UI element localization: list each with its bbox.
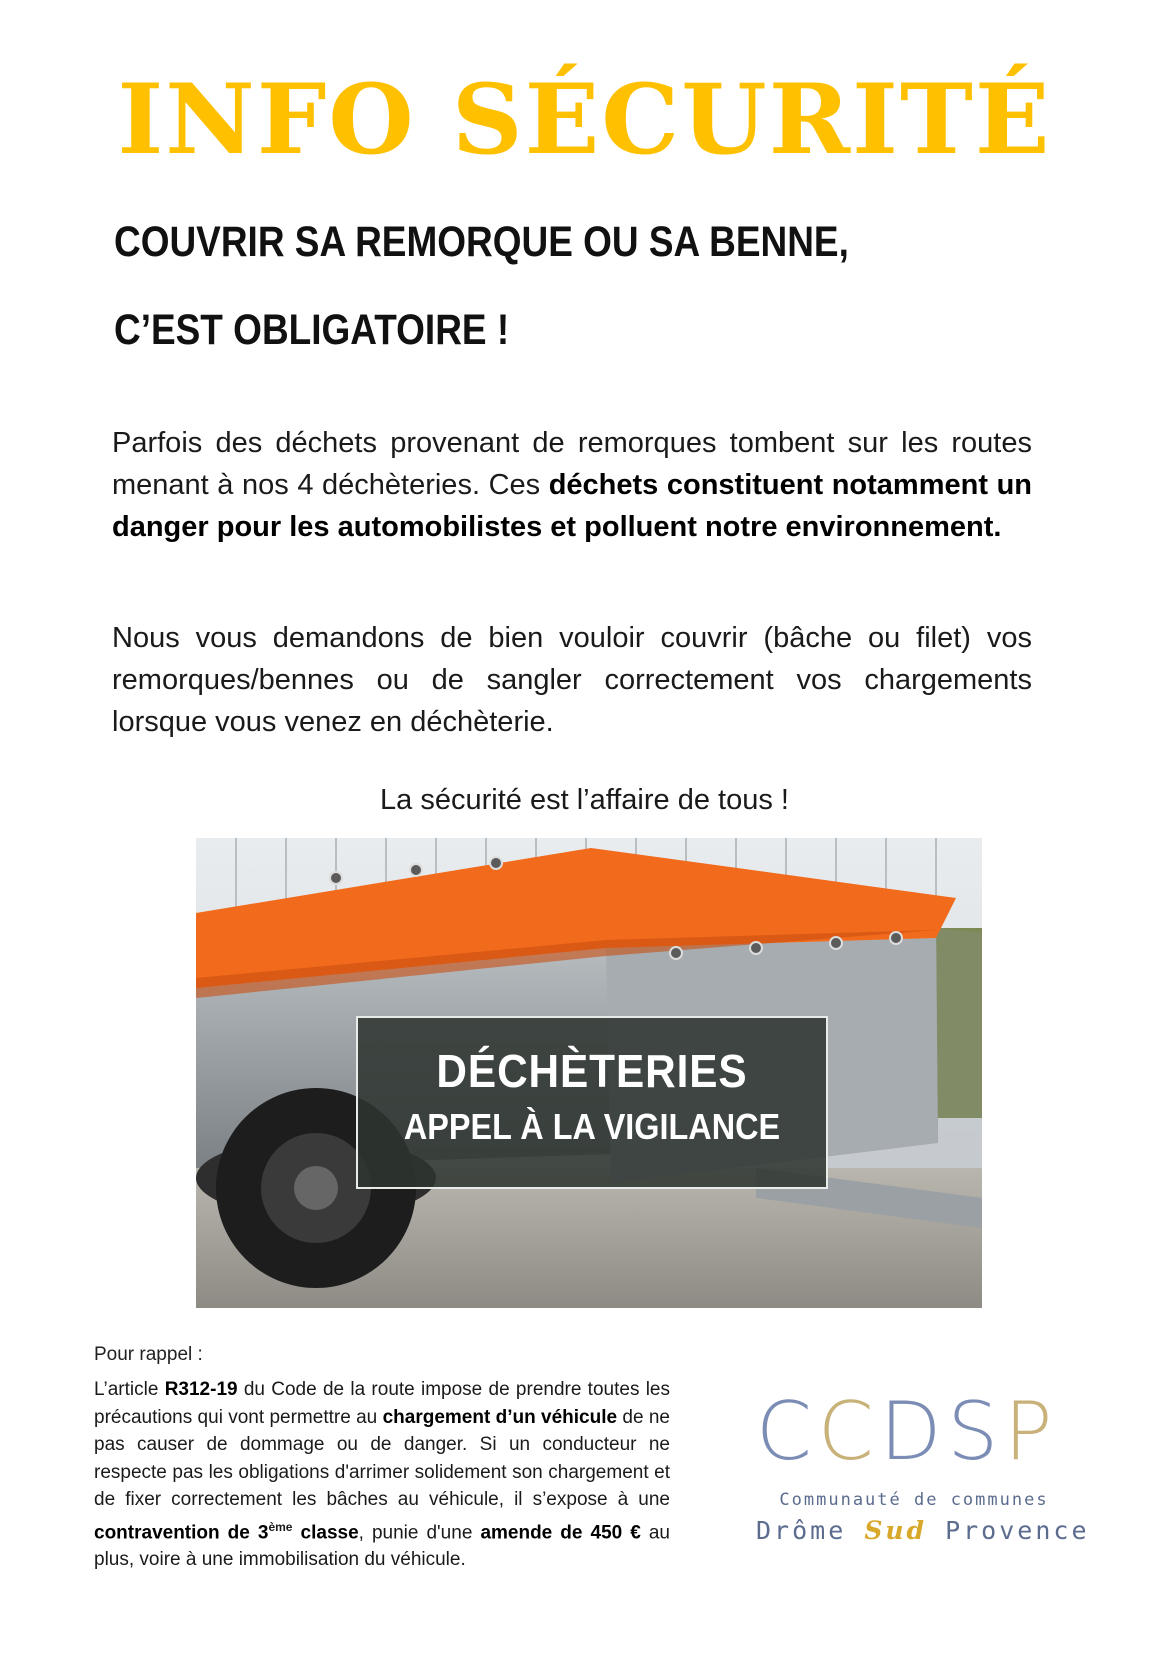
trailer-photo [196, 838, 982, 1308]
rappel-label: Pour rappel : [94, 1344, 203, 1365]
banner-title: DÉCHÈTERIES [436, 1045, 748, 1097]
rappel-chargement: chargement d’un véhicule [382, 1406, 618, 1428]
rappel-text-3: de ne pas causer de dommage ou de danger. Si un conducteur ne respecte pas les obligations d'arrimer solidement son chargement et de fixer correctement les bâches au véhicule, il s’expose à une [94, 1406, 670, 1510]
rappel-amende: amende de 450 € [480, 1521, 641, 1543]
intro-text: Parfois des déchets provenant de remorques tombent sur les routes menant à nos 4 déchèteries. Ces [112, 427, 1032, 501]
subtitle-line-1: COUVRIR SA REMORQUE OU SA BENNE, [114, 218, 849, 266]
logo-community-line: Communauté de communes [779, 1490, 1049, 1510]
intro-bold-text: déchets constituent notamment un danger pour les automobilistes et polluent notre environnement. [112, 469, 1032, 543]
logo-letter-c2: C [817, 1385, 880, 1478]
subtitle-line-2: C’EST OBLIGATOIRE ! [114, 306, 510, 354]
rappel-article: R312-19 [164, 1379, 238, 1400]
intro-paragraph [112, 422, 1032, 548]
rappel-text-1: L’article [94, 1379, 165, 1400]
logo-drome: Drôme [756, 1516, 865, 1545]
logo-name-line [756, 1516, 1090, 1545]
rappel-superscript: ème [268, 1519, 293, 1534]
ccdsp-logo [756, 1385, 1090, 1582]
tagline: La sécurité est l’affaire de tous ! [380, 784, 789, 816]
rappel-contravention: contravention de 3 [94, 1521, 269, 1543]
logo-letter-s: S [947, 1385, 1005, 1478]
logo-letter-p: P [1004, 1385, 1059, 1478]
page-title: INFO SÉCURITÉ [117, 63, 1052, 176]
rappel-text-5: au plus, voire à une immobilisation du véhicule. [94, 1521, 670, 1571]
rappel-text-2: du Code de la route impose de prendre toutes les précautions qui vont permettre au [94, 1379, 670, 1428]
request-paragraph: Nous vous demandons de bien vouloir couvrir (bâche ou filet) vos remorques/bennes ou de sangler correctement vos chargements lorsque vous venez en déchèterie. [112, 622, 1032, 738]
logo-letters [756, 1385, 1072, 1478]
banner-subtitle: APPEL À LA VIGILANCE [403, 1106, 781, 1147]
rappel-classe: classe [292, 1521, 359, 1543]
rappel-text-4: , punie d'une [358, 1521, 481, 1543]
logo-provence: Provence [927, 1516, 1090, 1545]
vigilance-banner [356, 1016, 828, 1189]
rappel-paragraph [94, 1376, 670, 1574]
logo-letter-c1: C [756, 1385, 818, 1478]
logo-sud: Sud [864, 1516, 928, 1545]
logo-letter-d: D [879, 1385, 948, 1478]
